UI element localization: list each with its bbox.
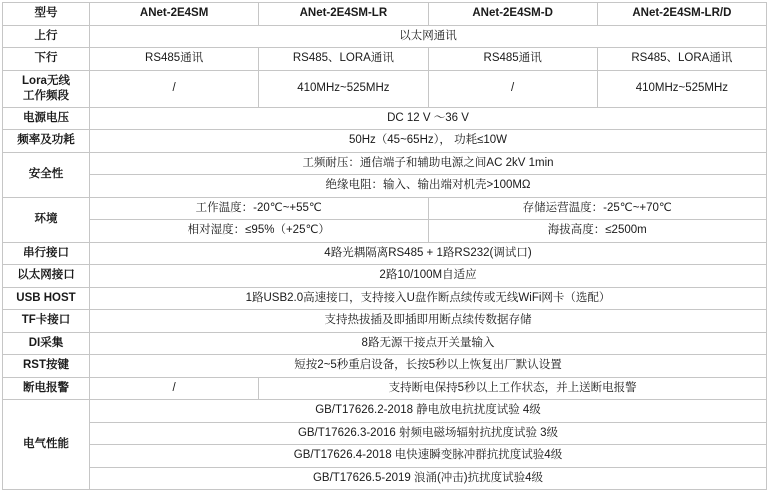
row-label-model: 型号 (3, 3, 90, 26)
model-cell-3: ANet-2E4SM-D (428, 3, 597, 26)
table-row (3, 152, 767, 175)
table-row (3, 130, 767, 153)
row-label-di: DI采集 (3, 332, 90, 355)
lora-band-cell-1: / (90, 70, 259, 107)
power-alarm-cell-1: / (90, 377, 259, 400)
table-row (3, 355, 767, 378)
specification-table (2, 2, 767, 490)
row-label-environment: 环境 (3, 197, 90, 242)
downlink-cell-1: RS485通讯 (90, 48, 259, 71)
row-label-safety: 安全性 (3, 152, 90, 197)
downlink-cell-3: RS485通讯 (428, 48, 597, 71)
di-value: 8路无源干接点开关量输入 (90, 332, 767, 355)
model-cell-2: ANet-2E4SM-LR (259, 3, 428, 26)
row-label-usb-host: USB HOST (3, 287, 90, 310)
env-temp-storage: 存储运营温度：-25℃~+70℃ (428, 197, 767, 220)
table-row (3, 220, 767, 243)
safety-value-2: 绝缘电阻：输入、输出端对机壳>100MΩ (90, 175, 767, 198)
table-row (3, 175, 767, 198)
table-row (3, 265, 767, 288)
tf-card-value: 支持热拔插及即插即用断点续传数据存储 (90, 310, 767, 333)
row-label-power-alarm: 断电报警 (3, 377, 90, 400)
serial-value: 4路光耦隔离RS485 + 1路RS232(调试口) (90, 242, 767, 265)
row-label-power-voltage: 电源电压 (3, 107, 90, 130)
ethernet-value: 2路10/100M自适应 (90, 265, 767, 288)
table-row (3, 3, 767, 26)
power-voltage-value: DC 12 V ～36 V (90, 107, 767, 130)
row-label-tf-card: TF卡接口 (3, 310, 90, 333)
power-alarm-cell-2: 支持断电保持5秒以上工作状态，并上送断电报警 (259, 377, 767, 400)
safety-value-1: 工频耐压：通信端子和辅助电源之间AC 2kV 1min (90, 152, 767, 175)
row-label-lora-band-line1: Lora无线 (22, 74, 70, 87)
lora-band-cell-2: 410MHz~525MHz (259, 70, 428, 107)
table-row (3, 197, 767, 220)
model-cell-1: ANet-2E4SM (90, 3, 259, 26)
row-label-ethernet: 以太网接口 (3, 265, 90, 288)
row-label-lora-band (3, 70, 90, 107)
table-row (3, 70, 767, 107)
table-row (3, 310, 767, 333)
usb-host-value: 1路USB2.0高速接口，支持接入U盘作断点续传或无线WiFi网卡（选配） (90, 287, 767, 310)
row-label-lora-band-line2: 工作频段 (23, 89, 69, 102)
table-row (3, 445, 767, 468)
env-humidity: 相对湿度：≤95%（+25℃） (90, 220, 429, 243)
emc-value-2: GB/T17626.3-2016 射频电磁场辐射抗扰度试验 3级 (90, 422, 767, 445)
env-temp-working: 工作温度：-20℃~+55℃ (90, 197, 429, 220)
emc-value-3: GB/T17626.4-2018 电快速瞬变脉冲群抗扰度试验4级 (90, 445, 767, 468)
table-row (3, 287, 767, 310)
table-row (3, 242, 767, 265)
row-label-uplink: 上行 (3, 25, 90, 48)
table-row (3, 422, 767, 445)
table-row (3, 467, 767, 490)
emc-value-4: GB/T17626.5-2019 浪涌(冲击)抗扰度试验4级 (90, 467, 767, 490)
freq-power-value: 50Hz（45~65Hz）， 功耗≤10W (90, 130, 767, 153)
downlink-cell-2: RS485、LORA通讯 (259, 48, 428, 71)
table-row (3, 48, 767, 71)
table-row (3, 25, 767, 48)
emc-value-1: GB/T17626.2-2018 静电放电抗扰度试验 4级 (90, 400, 767, 423)
row-label-downlink: 下行 (3, 48, 90, 71)
model-cell-4: ANet-2E4SM-LR/D (597, 3, 766, 26)
lora-band-cell-4: 410MHz~525MHz (597, 70, 766, 107)
uplink-value: 以太网通讯 (90, 25, 767, 48)
table-row (3, 400, 767, 423)
row-label-freq-power: 频率及功耗 (3, 130, 90, 153)
row-label-rst: RST按键 (3, 355, 90, 378)
table-row (3, 377, 767, 400)
lora-band-cell-3: / (428, 70, 597, 107)
row-label-serial: 串行接口 (3, 242, 90, 265)
downlink-cell-4: RS485、LORA通讯 (597, 48, 766, 71)
row-label-emc: 电气性能 (3, 400, 90, 490)
table-row (3, 332, 767, 355)
table-row (3, 107, 767, 130)
env-altitude: 海拔高度：≤2500m (428, 220, 767, 243)
rst-value: 短按2~5秒重启设备，长按5秒以上恢复出厂默认设置 (90, 355, 767, 378)
